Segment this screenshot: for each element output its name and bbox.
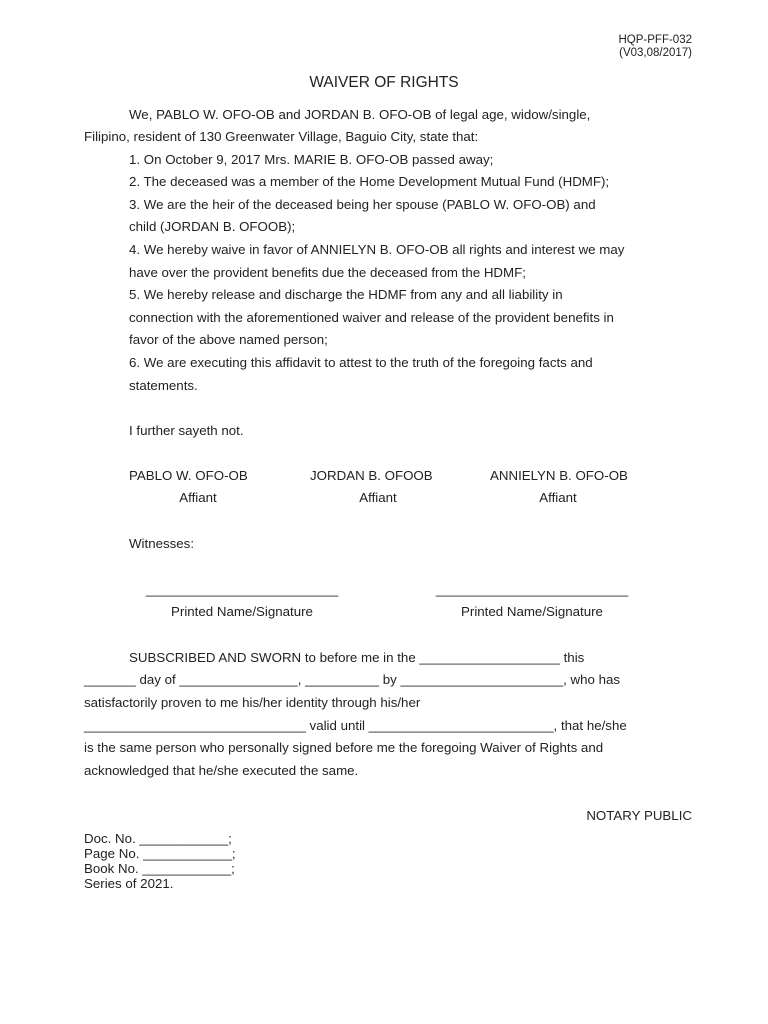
affiant-name: PABLO W. OFO-OB [129,468,248,483]
affiant-role: Affiant [179,490,217,505]
witness-signature-line: __________________________ [145,582,339,597]
witness-2 [412,579,652,623]
item-3-line-1: 3. We are the heir of the deceased being her spouse (PABLO W. OFO-OB) and [129,197,596,212]
affiant-role: Affiant [539,490,577,505]
item-5-line-3: favor of the above named person; [129,332,328,347]
item-5-line-1: 5. We hereby release and discharge the HDMF from any and all liability in [129,287,563,302]
book-no: Book No. ____________; [84,861,235,876]
witness-signature-line: __________________________ [435,582,629,597]
jurat-line-4: ______________________________ valid until _________________________, that he/she [84,718,627,733]
form-code: HQP-PFF-032 [618,34,692,46]
series-year: Series of 2021. [84,876,174,891]
document-title: WAIVER OF RIGHTS [309,74,459,91]
jurat-line-1: SUBSCRIBED AND SWORN to before me in the ___________________ this [129,650,585,665]
affiant-name: JORDAN B. OFOOB [310,468,433,483]
doc-no: Doc. No. ____________; [84,831,232,846]
affiant-2 [298,465,458,509]
jurat-line-5: is the same person who personally signed before me the foregoing Waiver of Rights and [84,740,604,755]
item-4-line-2: have over the provident benefits due the deceased from the HDMF; [129,265,526,280]
item-2: 2. The deceased was a member of the Home Development Mutual Fund (HDMF); [129,174,610,189]
jurat-line-6: acknowledged that he/she executed the same. [84,763,359,778]
item-3-line-2: child (JORDAN B. OFOOB); [129,219,296,234]
affiant-name: ANNIELYN B. OFO-OB [490,468,628,483]
affiant-role: Affiant [359,490,397,505]
intro-line-2: Filipino, resident of 130 Greenwater Village, Baguio City, state that: [84,129,479,144]
affiant-3 [478,465,638,509]
form-version: (V03,08/2017) [619,47,692,59]
closing-statement: I further sayeth not. [129,423,244,438]
affiant-1 [118,465,278,509]
page-no: Page No. ____________; [84,846,236,861]
item-6-line-1: 6. We are executing this affidavit to attest to the truth of the foregoing facts and [129,355,593,370]
notary-public-label: NOTARY PUBLIC [586,808,692,823]
item-4-line-1: 4. We hereby waive in favor of ANNIELYN B. OFO-OB all rights and interest we may [129,242,625,257]
item-5-line-2: connection with the aforementioned waiver and release of the provident benefits in [129,310,614,325]
witnesses-label: Witnesses: [129,536,195,551]
witness-1 [124,579,360,623]
jurat-line-3: satisfactorily proven to me his/her identity through his/her [84,695,421,710]
item-6-line-2: statements. [129,378,198,393]
witness-caption: Printed Name/Signature [171,604,313,619]
intro-line-1: We, PABLO W. OFO-OB and JORDAN B. OFO-OB of legal age, widow/single, [129,107,591,122]
item-1: 1. On October 9, 2017 Mrs. MARIE B. OFO-OB passed away; [129,152,494,167]
jurat-line-2: _______ day of ________________, __________ by ______________________, who has [84,672,621,687]
witness-caption: Printed Name/Signature [461,604,603,619]
